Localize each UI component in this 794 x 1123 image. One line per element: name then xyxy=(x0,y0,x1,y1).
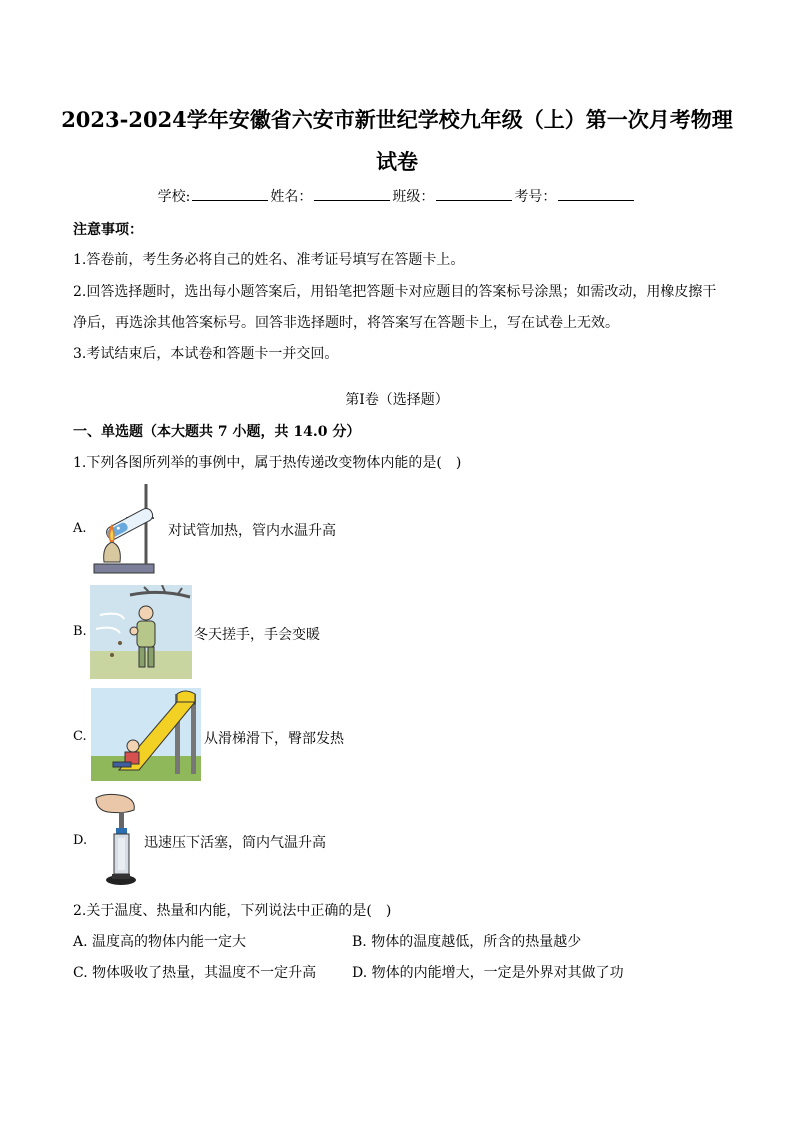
q1-option-b-text: 冬天搓手，手会变暖 xyxy=(194,627,320,643)
notice-item-1: 1.答卷前，考生务必将自己的姓名、准考证号填写在答题卡上。 xyxy=(73,252,465,268)
q1-option-b-letter: B. xyxy=(73,624,87,639)
q2-option-d: D. 物体的内能增大，一定是外界对其做了功 xyxy=(352,965,624,981)
notice-item-2a: 2.回答选择题时，选出每小题答案后，用铅笔把答题卡对应题目的答案标号涂黑；如需改动，用橡皮擦干 xyxy=(73,284,717,300)
notice-item-3: 3.考试结束后，本试卷和答题卡一并交回。 xyxy=(73,346,339,362)
notice-heading: 注意事项： xyxy=(73,222,143,238)
rubbing-hands-winter-image xyxy=(90,585,192,679)
part1-heading: 一、单选题（本大题共 7 小题，共 14.0 分） xyxy=(73,424,361,440)
q2-option-a: A. 温度高的物体内能一定大 xyxy=(73,934,247,950)
q1-option-d-text: 迅速压下活塞，筒内气温升高 xyxy=(144,835,326,851)
q1-option-a-letter: A. xyxy=(73,521,87,536)
q1-option-c-text: 从滑梯滑下，臀部发热 xyxy=(204,731,344,747)
school-label: 学校: xyxy=(157,189,191,205)
number-blank[interactable] xyxy=(558,188,634,201)
question-1-stem: 1.下列各图所列举的事例中，属于热传递改变物体内能的是( ) xyxy=(73,455,462,471)
name-label: 姓名： xyxy=(270,189,313,205)
notice-item-2b: 净后，再选涂其他答案标号。回答非选择题时，将答案写在答题卡上，写在试卷上无效。 xyxy=(73,315,619,331)
school-blank[interactable] xyxy=(192,188,268,201)
test-tube-heating-image xyxy=(90,480,166,578)
question-2-stem: 2.关于温度、热量和内能，下列说法中正确的是( ) xyxy=(73,903,392,919)
q1-option-a-text: 对试管加热，管内水温升高 xyxy=(168,523,336,539)
class-blank[interactable] xyxy=(436,188,512,201)
slide-image xyxy=(91,688,201,781)
exam-title-line1: 2023-2024学年安徽省六安市新世纪学校九年级（上）第一次月考物理 xyxy=(61,107,733,132)
section-title: 第I卷（选择题） xyxy=(345,392,449,408)
q2-option-b: B. 物体的温度越低，所含的热量越少 xyxy=(352,934,582,950)
class-label: 班级： xyxy=(392,189,435,205)
q1-option-d-letter: D. xyxy=(73,833,88,848)
name-blank[interactable] xyxy=(314,188,390,201)
number-label: 考号： xyxy=(514,189,557,205)
q2-option-c: C. 物体吸收了热量，其温度不一定升高 xyxy=(73,965,317,981)
q1-option-c-letter: C. xyxy=(73,729,87,744)
student-info-row xyxy=(0,186,794,206)
exam-title-line2: 试卷 xyxy=(376,149,418,174)
piston-pump-image xyxy=(94,792,142,888)
